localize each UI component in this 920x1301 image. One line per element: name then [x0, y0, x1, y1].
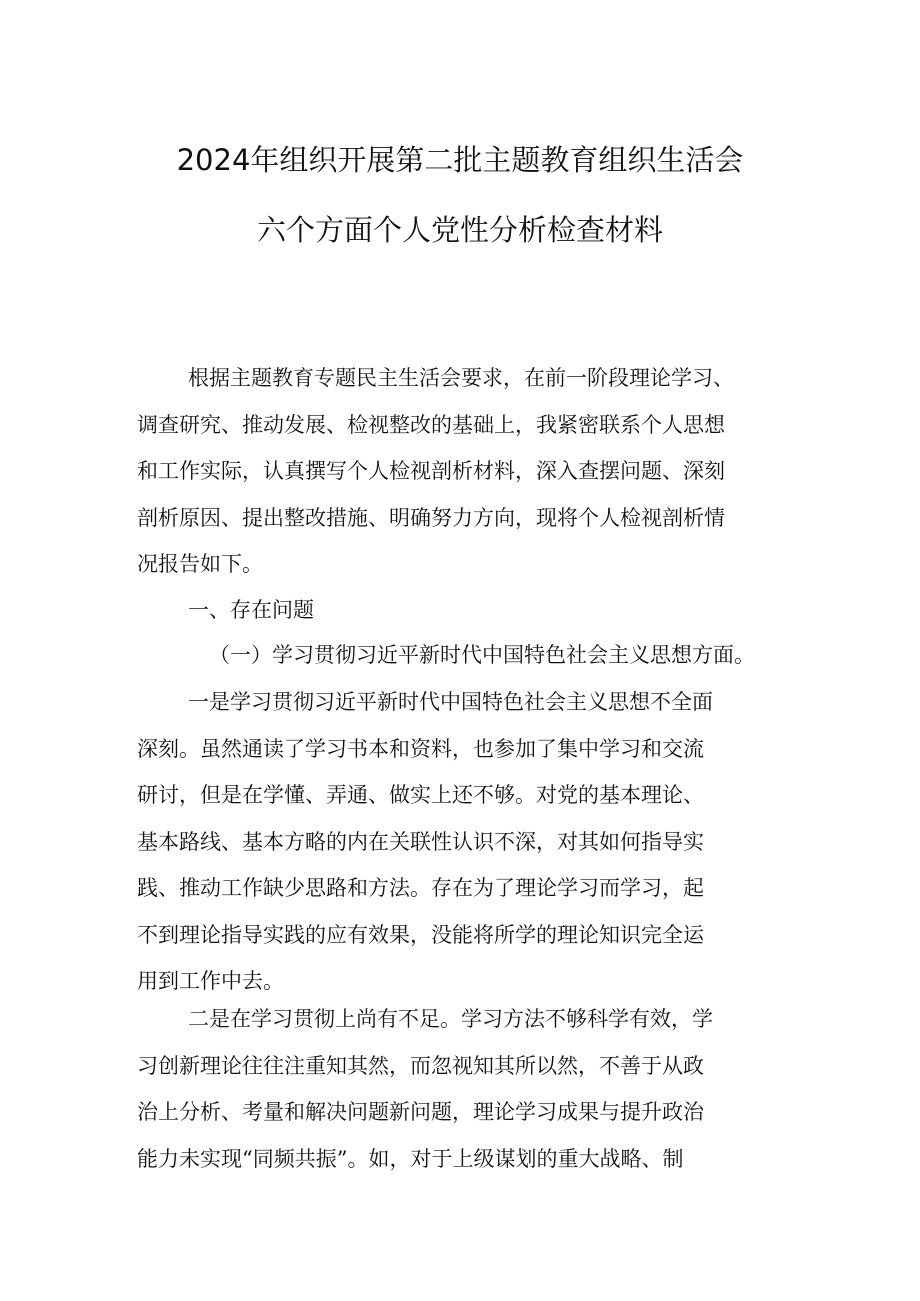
intro-line: 和工作实际，认真撰写个人检视剖析材料，深入查摆问题、深刻: [137, 459, 725, 483]
intro-line: 根据主题教育专题民主生活会要求，在前一阶段理论学习、: [188, 366, 734, 390]
paragraph-line: 不到理论指导实践的应有效果，没能将所学的理论知识完全运: [137, 922, 704, 947]
section-heading: [137, 587, 807, 634]
subsection-heading: [137, 632, 807, 679]
subsection-heading-text: （一）学习贯彻习近平新时代中国特色社会主义思想方面。: [209, 643, 755, 667]
intro-line: 剖析原因、提出整改措施、明确努力方向，现将个人检视剖析情: [137, 505, 725, 530]
paragraph-line: 二是在学习贯彻上尚有不足。学习方法不够科学有效，学: [188, 1007, 713, 1031]
intro-line: 调查研究、推动发展、检视整改的基础上，我紧密联系个人思想: [137, 412, 725, 437]
document-title-line-2: 六个方面个人党性分析检查材料: [256, 213, 663, 247]
paragraph-line: 一是学习贯彻习近平新时代中国特色社会主义思想不全面: [188, 690, 713, 714]
paragraph-1: [137, 679, 807, 1005]
paragraph-line: 深刻。虽然通读了学习书本和资料，也参加了集中学习和交流: [137, 736, 704, 761]
document-title-line-1: 2024年组织开展第二批主题教育组织生活会: [176, 143, 744, 177]
paragraph-2: [137, 996, 807, 1182]
paragraph-line: 用到工作中去。: [137, 969, 284, 993]
paragraph-line: 基本路线、基本方略的内在关联性认识不深，对其如何指导实: [137, 829, 704, 854]
paragraph-line: 践、推动工作缺少思路和方法。存在为了理论学习而学习，起: [137, 876, 704, 900]
section-heading-text: 一、存在问题: [188, 598, 314, 622]
paragraph-line: 习创新理论往往注重知其然，而忽视知其所以然，不善于从政: [137, 1053, 704, 1078]
intro-paragraph: [137, 355, 807, 588]
paragraph-line: 研讨，但是在学懂、弄通、做实上还不够。对党的基本理论、: [137, 783, 704, 807]
intro-line: 况报告如下。: [137, 552, 263, 576]
paragraph-line: 能力未实现“同频共振”。如，对于上级谋划的重大战略、制: [137, 1146, 684, 1171]
paragraph-line: 治上分析、考量和解决问题新问题，理论学习成果与提升政治: [137, 1100, 704, 1124]
